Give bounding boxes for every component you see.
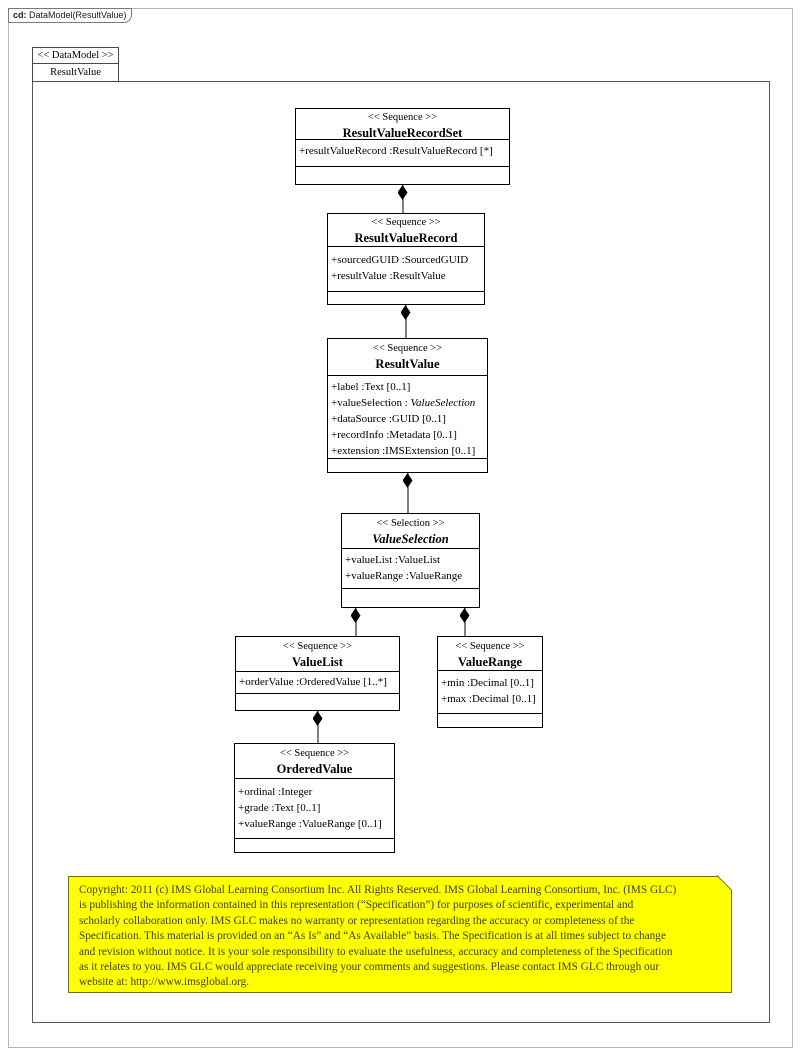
class-header bbox=[438, 637, 542, 671]
attribute: +grade :Text [0..1] bbox=[238, 802, 321, 814]
diagram-type-title: DataModel(ResultValue) bbox=[26, 10, 127, 20]
attribute: +valueRange :ValueRange [0..1] bbox=[238, 818, 382, 830]
attributes-compartment bbox=[438, 671, 542, 714]
operations-compartment bbox=[296, 167, 509, 184]
composition-diamond-icon bbox=[403, 473, 413, 488]
attributes-compartment bbox=[296, 140, 509, 167]
operations-compartment bbox=[236, 694, 399, 710]
class-header bbox=[296, 109, 509, 140]
class-name: ResultValue bbox=[375, 357, 440, 371]
attribute: +orderValue :OrderedValue [1..*] bbox=[239, 676, 387, 688]
composition-diamond-icon bbox=[398, 185, 408, 200]
copyright-note bbox=[68, 876, 732, 993]
frame-name: ResultValue bbox=[50, 67, 101, 78]
class-header bbox=[328, 339, 487, 376]
frame-label bbox=[32, 47, 119, 82]
copyright-line: as it relates to you. IMS GLC would appreciate receiving your comments and suggestions. Please contact IMS GLC through our bbox=[79, 960, 660, 973]
stereotype-label: << Sequence >> bbox=[279, 748, 350, 759]
class-name: ValueSelection bbox=[372, 532, 449, 546]
attributes-compartment bbox=[328, 247, 484, 292]
attribute: +ordinal :Integer bbox=[238, 786, 313, 798]
copyright-line: and revision without notice. It is your sole responsibility to evaluate the usefulness, accuracy and completeness of the Specification bbox=[79, 945, 673, 958]
diagram-type-tab bbox=[8, 8, 132, 23]
composition-connector bbox=[397, 185, 408, 213]
class-name: ValueRange bbox=[457, 655, 523, 669]
operations-compartment bbox=[328, 292, 484, 304]
class-resultvaluerecord bbox=[327, 213, 485, 305]
composition-diamond-icon bbox=[460, 608, 470, 623]
composition-diamond-icon bbox=[351, 608, 361, 623]
attribute: +max :Decimal [0..1] bbox=[441, 693, 536, 705]
operations-compartment bbox=[342, 589, 479, 607]
attribute: +resultValueRecord :ResultValueRecord [*] bbox=[299, 145, 493, 157]
stereotype-label: << Sequence >> bbox=[455, 641, 525, 652]
class-resultvaluerecordset bbox=[295, 108, 510, 185]
attribute: +valueList :ValueList bbox=[345, 554, 441, 566]
copyright-line: scholarly collaboration only. IMS GLC makes no warranty or representation regarding the accuracy or completeness of the bbox=[79, 914, 635, 927]
frame-stereotype: << DataModel >> bbox=[33, 48, 118, 64]
attributes-compartment bbox=[235, 779, 394, 839]
operations-compartment bbox=[328, 459, 487, 472]
attributes-compartment bbox=[328, 376, 487, 459]
composition-connector bbox=[400, 305, 411, 338]
composition-connector bbox=[312, 711, 323, 743]
attribute: +sourcedGUID :SourcedGUID bbox=[331, 254, 469, 266]
attribute: +label :Text [0..1] bbox=[331, 381, 411, 393]
composition-connector bbox=[402, 473, 413, 513]
copyright-line: Copyright: 2011 (c) IMS Global Learning Consortium Inc. All Rights Reserved. IMS Global Learning Consortium, Inc. (IMS GLC) bbox=[79, 884, 677, 896]
stereotype-label: << Selection >> bbox=[376, 518, 445, 529]
operations-compartment bbox=[438, 714, 542, 727]
class-name: ValueList bbox=[292, 655, 343, 669]
attribute: +min :Decimal [0..1] bbox=[441, 677, 534, 689]
composition-connector bbox=[459, 608, 470, 636]
stereotype-label: << Sequence >> bbox=[371, 217, 441, 228]
class-header bbox=[235, 744, 394, 779]
class-orderedvalue bbox=[234, 743, 395, 853]
attributes-compartment bbox=[236, 672, 399, 694]
attribute: +valueSelection : ValueSelection bbox=[331, 397, 476, 409]
class-header bbox=[236, 637, 399, 672]
attribute: +recordInfo :Metadata [0..1] bbox=[331, 429, 457, 441]
attributes-compartment bbox=[342, 549, 479, 589]
class-valuelist bbox=[235, 636, 400, 711]
class-name: ResultValueRecordSet bbox=[342, 126, 463, 140]
class-name: ResultValueRecord bbox=[354, 231, 458, 245]
stereotype-label: << Sequence >> bbox=[372, 343, 443, 354]
composition-diamond-icon bbox=[401, 305, 411, 320]
attribute: +resultValue :ResultValue bbox=[331, 270, 446, 282]
class-header bbox=[328, 214, 484, 247]
attribute: +dataSource :GUID [0..1] bbox=[331, 413, 446, 425]
attribute: +extension :IMSExtension [0..1] bbox=[331, 445, 476, 457]
diagram-type-prefix: cd: bbox=[13, 10, 27, 20]
operations-compartment bbox=[235, 839, 394, 852]
class-valueselection bbox=[341, 513, 480, 608]
composition-connector bbox=[350, 608, 361, 636]
stereotype-label: << Sequence >> bbox=[282, 641, 353, 652]
abstract-type-reference: ValueSelection bbox=[410, 397, 476, 409]
copyright-line: is publishing the information contained in this representation (“Specification”) for purposes of scientific, experimental and bbox=[79, 899, 634, 912]
copyright-line: website at: http://www.imsglobal.org. bbox=[79, 976, 250, 989]
copyright-line: Specification. This material is provided on an “As Is” and “As Available” basis. The Specification is at all times subject to change bbox=[79, 930, 666, 943]
class-header bbox=[342, 514, 479, 549]
class-valuerange bbox=[437, 636, 543, 728]
stereotype-label: << Sequence >> bbox=[367, 112, 438, 123]
composition-diamond-icon bbox=[313, 711, 323, 726]
attribute: +valueRange :ValueRange bbox=[345, 570, 463, 582]
class-resultvalue bbox=[327, 338, 488, 473]
class-name: OrderedValue bbox=[276, 762, 353, 776]
